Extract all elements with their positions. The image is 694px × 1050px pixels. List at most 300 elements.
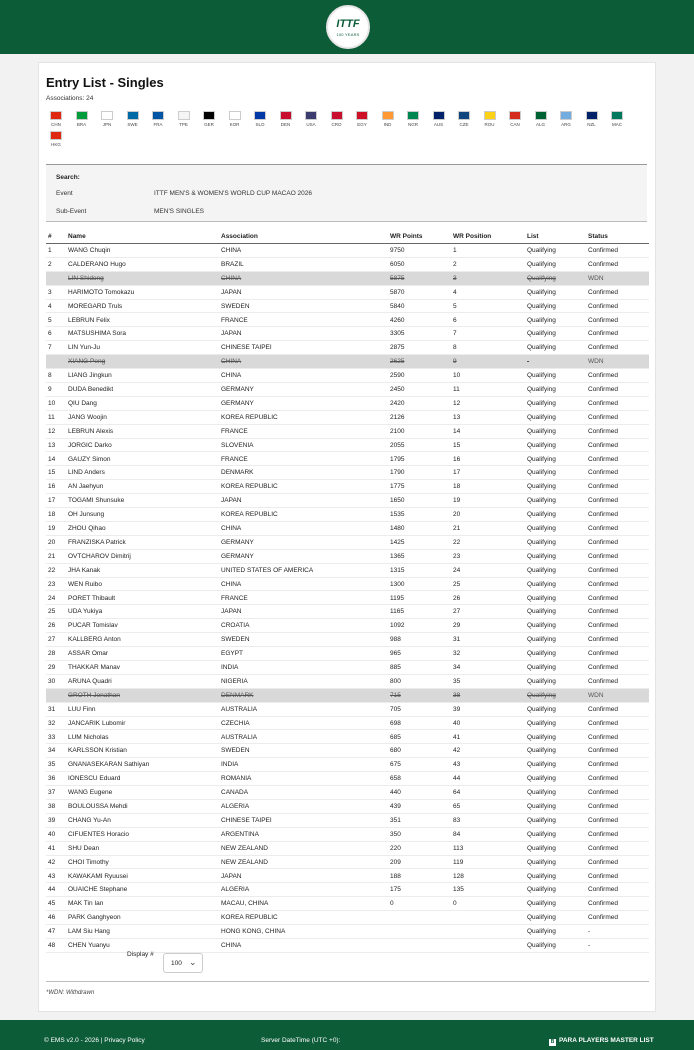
subevent-value: MEN'S SINGLES [154,208,205,215]
list-type: Qualifying [527,608,556,616]
wr-points: 350 [390,830,401,838]
table-row [46,453,649,467]
wr-position: 10 [453,372,461,380]
flag-code: GER [204,122,214,127]
wr-points: 2450 [390,386,405,393]
row-number: 48 [48,942,56,949]
list-type: Qualifying [527,288,556,296]
flag-swe[interactable] [123,111,143,127]
association: DENMARK [221,469,254,477]
table-row [46,550,649,564]
header-association[interactable]: Association [221,233,258,240]
wr-points: 2590 [390,372,405,380]
subevent-label: Sub-Event [56,208,87,215]
status: Confirmed [588,844,618,852]
para-players-master-list-link[interactable] [549,1037,654,1046]
row-number: 41 [48,844,56,852]
footer-copyright[interactable]: © EMS v2.0 - 2026 | Privacy Policy [44,1037,145,1044]
top-bar [0,0,694,54]
association: JAPAN [221,497,242,505]
header-wr-points[interactable]: WR Points [390,233,423,240]
flag-ger[interactable] [199,111,219,127]
table-row [46,605,649,619]
table-row [46,369,649,383]
player-name: CIFUENTES Horacio [68,830,130,838]
list-type: Qualifying [527,886,556,894]
flag-cze[interactable] [454,111,474,127]
status: Confirmed [588,372,618,380]
association: NIGERIA [221,677,248,685]
flag-alg[interactable] [531,111,551,127]
status: Confirmed [588,636,618,644]
association: SWEDEN [221,302,250,310]
list-type: Qualifying [527,789,556,797]
row-number: 37 [48,789,56,797]
header-name[interactable]: Name [68,233,86,240]
table-row [46,828,649,842]
display-count-select[interactable] [163,953,203,973]
wr-points: 1425 [390,538,405,546]
table-row [46,897,649,911]
row-number: 7 [48,344,52,352]
flag-icon [484,111,496,120]
wr-position: 128 [453,872,464,880]
flag-fra[interactable] [148,111,168,127]
association: HONG KONG, CHINA [221,928,286,936]
table-row [46,578,649,592]
flag-icon [305,111,317,120]
player-name: KALLBERG Anton [68,636,121,644]
flag-code: ARG [561,122,571,127]
table-row [46,300,649,314]
header-status[interactable]: Status [588,233,608,240]
status: Confirmed [588,677,618,685]
table-header [46,231,649,244]
wr-points: 1650 [390,497,405,505]
wr-position: 5 [453,302,457,310]
wr-points: 220 [390,844,401,852]
status: Confirmed [588,386,618,393]
list-type: Qualifying [527,399,556,407]
row-number: 29 [48,664,56,671]
status: Confirmed [588,441,618,449]
flag-icon [382,111,394,120]
table-row [46,675,649,689]
wr-points: 2420 [390,399,405,407]
status: Confirmed [588,594,618,602]
flag-code: TPE [179,122,188,127]
wr-position: 22 [453,538,461,546]
association: MACAU, CHINA [221,900,269,908]
association: AUSTRALIA [221,705,258,713]
flag-icon [509,111,521,120]
association: DENMARK [221,691,254,699]
table-row [46,911,649,925]
row-number: 21 [48,552,56,560]
search-panel [46,164,647,222]
list-type: Qualifying [527,858,556,866]
wr-position: 84 [453,830,461,838]
player-name: WANG Eugene [68,789,113,797]
table-row [46,383,649,397]
list-type: Qualifying [527,538,556,546]
association: CHINA [221,358,242,366]
table-row [46,494,649,508]
wr-position: 4 [453,288,457,296]
row-number: 42 [48,858,56,866]
list-type: Qualifying [527,691,556,699]
wr-position: 43 [453,761,461,769]
flag-den[interactable] [276,111,296,127]
status: Confirmed [588,538,618,546]
table-row [46,536,649,550]
player-name: BOULOUSSA Mehdi [68,803,128,810]
player-name: XIANG Peng [68,358,106,366]
player-name: KARLSSON Kristian [68,747,127,755]
row-number: 13 [48,441,56,449]
status: WDN [588,274,604,282]
wr-points: 4260 [390,316,405,324]
association: FRANCE [221,594,248,602]
wr-position: 64 [453,789,461,797]
row-number: 20 [48,538,56,546]
wr-position: 0 [453,900,457,908]
flag-icon [458,111,470,120]
status: Confirmed [588,302,618,310]
row-number: 23 [48,580,56,588]
flag-can[interactable] [505,111,525,127]
flag-kor[interactable] [225,111,245,127]
flag-icon [76,111,88,120]
association: JAPAN [221,872,242,880]
status: Confirmed [588,733,618,741]
row-number: 6 [48,330,52,338]
wr-points: 188 [390,872,401,880]
wr-position: 19 [453,497,461,505]
list-type: Qualifying [527,469,556,477]
player-name: KAWAKAMI Ryuusei [68,872,128,880]
player-name: QIU Dang [68,399,97,407]
status: Confirmed [588,664,618,671]
flag-mac[interactable] [607,111,627,127]
flag-code: CHN [51,122,61,127]
row-number: 27 [48,636,56,644]
list-type: Qualifying [527,872,556,880]
flag-icon [611,111,623,120]
status: Confirmed [588,469,618,477]
wr-position: 25 [453,580,461,588]
wr-position: 44 [453,775,461,783]
flag-slo[interactable] [250,111,270,127]
table-row [46,883,649,897]
player-name: ARUNA Quadri [68,677,112,685]
row-number: 19 [48,525,56,532]
list-type: Qualifying [527,900,556,908]
wr-position: 26 [453,594,461,602]
table-row [46,703,649,717]
flag-cro[interactable] [327,111,347,127]
row-number: 16 [48,483,56,491]
row-number: 34 [48,747,56,755]
flag-egy[interactable] [352,111,372,127]
status: Confirmed [588,608,618,616]
list-type: Qualifying [527,344,556,352]
flag-rou[interactable] [480,111,500,127]
player-name: MATSUSHIMA Sora [68,330,127,338]
player-name: CALDERANO Hugo [68,260,126,268]
flag-jpn[interactable] [97,111,117,127]
player-name: LIN Yun-Ju [68,344,101,352]
player-name: CHOI Timothy [68,858,109,866]
table-row [46,244,649,258]
flag-icon [331,111,343,120]
status: Confirmed [588,761,618,769]
wr-position: 39 [453,705,461,713]
status: Confirmed [588,330,618,338]
association: INDIA [221,761,239,769]
wr-points: 6050 [390,260,405,268]
wr-position: 9 [453,358,457,366]
player-name: HARIMOTO Tomokazu [68,288,135,296]
list-type: Qualifying [527,302,556,310]
withdrawn-note: *WDN: Withdrawn [46,990,95,996]
association: CHINA [221,942,242,949]
flag-bra[interactable] [72,111,92,127]
table-row [46,772,649,786]
wr-position: 65 [453,803,461,810]
footer-link-label: PARA PLAYERS MASTER LIST [559,1037,654,1044]
table-row [46,925,649,939]
player-name: LIANG Jingkun [68,372,112,380]
table-row [46,480,649,494]
wr-points: 885 [390,664,401,671]
flag-ngr[interactable] [403,111,423,127]
table-row [46,397,649,411]
association: EGYPT [221,650,244,658]
table-row [46,870,649,884]
list-type: Qualifying [527,372,556,380]
row-number: 33 [48,733,56,741]
wr-points: 2100 [390,427,405,435]
list-type: Qualifying [527,844,556,852]
player-name: PUCAR Tomislav [68,622,118,630]
event-label: Event [56,190,73,197]
list-type: Qualifying [527,441,556,449]
row-number: 10 [48,399,56,407]
wr-points: 2875 [390,344,405,352]
entry-list-card [38,62,656,1012]
flag-icon [280,111,292,120]
association: KOREA REPUBLIC [221,483,278,491]
flag-hkg[interactable] [46,131,66,147]
table-row [46,592,649,606]
wr-points: 209 [390,858,401,866]
status: Confirmed [588,511,618,519]
wr-position: 27 [453,608,461,616]
status: WDN [588,691,604,699]
associations-count: Associations: 24 [46,95,94,102]
row-number: 32 [48,719,56,727]
player-name: OH Junsung [68,511,105,519]
player-name: CHANG Yu-An [68,816,111,824]
row-number: 8 [48,372,52,380]
list-type: Qualifying [527,552,556,560]
wr-points: 1165 [390,608,404,616]
flag-icon [254,111,266,120]
row-number: 24 [48,594,56,602]
flag-icon [356,111,368,120]
status: Confirmed [588,858,618,866]
wr-points: 1300 [390,580,405,588]
flag-chn[interactable] [46,111,66,127]
table-row [46,744,649,758]
list-type: Qualifying [527,830,556,838]
association: NEW ZEALAND [221,858,268,866]
header-list[interactable]: List [527,233,539,240]
list-type: Qualifying [527,914,556,922]
wr-position: 31 [453,636,461,644]
table-row [46,355,649,369]
player-name: PARK Ganghyeon [68,914,121,922]
player-name: ASSAR Omar [68,650,109,658]
flag-usa[interactable] [301,111,321,127]
wr-position: 41 [453,733,461,741]
search-title: Search: [56,174,80,181]
list-type: Qualifying [527,719,556,727]
status: Confirmed [588,886,618,894]
player-name: MOREGARD Truls [68,302,123,310]
flag-arg[interactable] [556,111,576,127]
wr-position: 3 [453,274,457,282]
flag-aus[interactable] [429,111,449,127]
flag-code: CZE [459,122,469,127]
player-name: DUDA Benedikt [68,386,114,393]
table-row [46,856,649,870]
list-type: Qualifying [527,761,556,769]
player-name: THAKKAR Manav [68,664,121,671]
association: GERMANY [221,552,254,560]
status: Confirmed [588,399,618,407]
player-name: GAUZY Simon [68,455,111,463]
wr-position: 17 [453,469,461,477]
association: ALGERIA [221,803,250,810]
flag-code: IND [383,122,392,127]
flag-code: AUS [433,122,444,127]
wr-points: 1365 [390,552,405,560]
flag-code: CRO [331,122,342,127]
wr-position: 38 [453,691,461,699]
status: Confirmed [588,525,618,532]
wr-position: 14 [453,427,461,435]
table-row [46,647,649,661]
status: Confirmed [588,900,618,908]
list-type: Qualifying [527,816,556,824]
player-name: FRANZISKA Patrick [68,538,126,546]
association: CHINESE TAIPEI [221,344,272,352]
wr-points: 800 [390,677,401,685]
list-type: Qualifying [527,274,556,282]
player-name: JHA Kanak [68,566,101,574]
list-type: Qualifying [527,386,556,393]
association: UNITED STATES OF AMERICA [221,566,314,574]
association: SWEDEN [221,747,250,755]
wr-points: 658 [390,775,401,783]
wr-points: 1480 [390,525,405,532]
ittf-logo[interactable] [326,5,370,49]
row-number: 9 [48,386,52,393]
status: Confirmed [588,775,618,783]
wr-points: 175 [390,886,401,894]
status: WDN [588,358,604,366]
header-wr-position[interactable]: WR Position [453,233,492,240]
list-type: Qualifying [527,803,556,810]
wr-points: 351 [390,816,401,824]
player-name: TOGAMI Shunsuke [68,497,125,505]
flag-icon [229,111,241,120]
list-type: - [527,358,530,366]
wr-points: 1775 [390,483,405,491]
player-name: GROTH Jonathan [68,691,121,699]
row-number: 25 [48,608,56,616]
header-number[interactable]: # [48,233,52,240]
wr-position: 15 [453,441,461,449]
player-name: AN Jaehyun [68,483,104,491]
table-row [46,564,649,578]
list-type: Qualifying [527,511,556,519]
association: CANADA [221,789,249,797]
player-name: UDA Yukiya [68,608,103,616]
association: GERMANY [221,386,254,393]
status: Confirmed [588,483,618,491]
wr-position: 40 [453,719,461,727]
status: Confirmed [588,427,618,435]
flag-nzl[interactable] [582,111,602,127]
flag-tpe[interactable] [174,111,194,127]
status: Confirmed [588,497,618,505]
table-row [46,258,649,272]
flag-ind[interactable] [378,111,398,127]
player-name: LUU Finn [68,705,96,713]
association: ARGENTINA [221,830,259,838]
player-name: LEBRUN Alexis [68,427,114,435]
flag-code: JPN [102,122,112,127]
list-type: Qualifying [527,677,556,685]
association: ROMANIA [221,775,252,783]
flag-code: BRA [76,122,87,127]
wr-points: 3305 [390,330,405,338]
status: Confirmed [588,247,618,254]
table-row [46,800,649,814]
wr-points: 715 [390,691,401,699]
divider [46,981,649,982]
status: Confirmed [588,705,618,713]
player-name: OVTCHAROV Dimitrij [68,552,131,560]
association: CHINA [221,372,242,380]
player-name: JORGIC Darko [68,441,112,449]
wr-position: 35 [453,677,461,685]
player-name: LIND Anders [68,469,105,477]
flag-code: NZL [587,122,596,127]
association: FRANCE [221,427,248,435]
row-number: 28 [48,650,56,658]
status: Confirmed [588,316,618,324]
row-number: 22 [48,566,56,574]
association: KOREA REPUBLIC [221,511,278,519]
wr-points: 1795 [390,455,405,463]
list-type: Qualifying [527,455,556,463]
row-number: 44 [48,886,56,894]
flag-icon [586,111,598,120]
